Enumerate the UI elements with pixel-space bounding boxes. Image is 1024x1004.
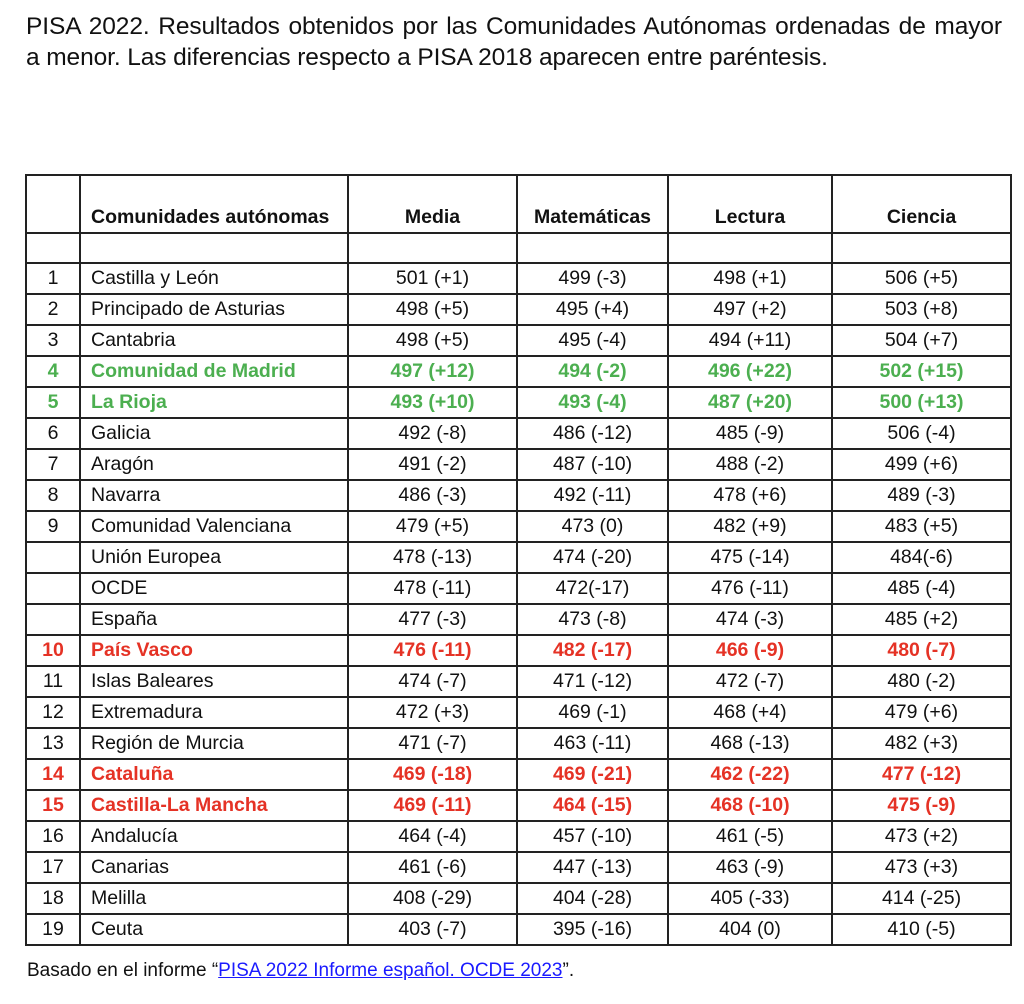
- header-ciencia: Ciencia: [832, 175, 1011, 233]
- table-row: [26, 480, 1011, 511]
- cell-name: Islas Baleares: [80, 666, 348, 697]
- cell-rank: 18: [26, 883, 80, 914]
- cell-matematicas: 469 (-1): [517, 697, 668, 728]
- source-suffix: ”.: [562, 960, 575, 981]
- cell-media: 491 (-2): [348, 449, 517, 480]
- header-rank: [26, 175, 80, 233]
- table-row: [26, 914, 1011, 945]
- cell-lectura: 405 (-33): [668, 883, 832, 914]
- cell-ciencia: 473 (+3): [832, 852, 1011, 883]
- cell-matematicas: 492 (-11): [517, 480, 668, 511]
- cell-lectura: 487 (+20): [668, 387, 832, 418]
- cell-lectura: 462 (-22): [668, 759, 832, 790]
- document-title: PISA 2022. Resultados obtenidos por las Comunidades Autónomas ordenadas de mayor a menor. Las diferencias respecto a PISA 2018 aparecen entre paréntesis.: [26, 13, 1002, 71]
- cell-ciencia: 485 (+2): [832, 604, 1011, 635]
- empty-cell: [668, 233, 832, 263]
- cell-matematicas: 493 (-4): [517, 387, 668, 418]
- cell-media: 498 (+5): [348, 294, 517, 325]
- header-matematicas: Matemáticas: [517, 175, 668, 233]
- cell-media: 403 (-7): [348, 914, 517, 945]
- cell-ciencia: 482 (+3): [832, 728, 1011, 759]
- cell-ciencia: 473 (+2): [832, 821, 1011, 852]
- table-row: [26, 573, 1011, 604]
- cell-ciencia: 479 (+6): [832, 697, 1011, 728]
- cell-matematicas: 487 (-10): [517, 449, 668, 480]
- table-row: [26, 387, 1011, 418]
- cell-ciencia: 414 (-25): [832, 883, 1011, 914]
- cell-media: 492 (-8): [348, 418, 517, 449]
- cell-ciencia: 410 (-5): [832, 914, 1011, 945]
- cell-rank: [26, 604, 80, 635]
- cell-matematicas: 447 (-13): [517, 852, 668, 883]
- cell-media: 493 (+10): [348, 387, 517, 418]
- cell-lectura: 496 (+22): [668, 356, 832, 387]
- cell-ciencia: 484(-6): [832, 542, 1011, 573]
- cell-matematicas: 457 (-10): [517, 821, 668, 852]
- cell-media: 479 (+5): [348, 511, 517, 542]
- cell-ciencia: 480 (-7): [832, 635, 1011, 666]
- cell-media: 498 (+5): [348, 325, 517, 356]
- table-row: [26, 604, 1011, 635]
- cell-matematicas: 404 (-28): [517, 883, 668, 914]
- cell-name: Región de Murcia: [80, 728, 348, 759]
- cell-name: Navarra: [80, 480, 348, 511]
- source-note: [27, 960, 574, 982]
- cell-ciencia: 506 (-4): [832, 418, 1011, 449]
- cell-name: Castilla y León: [80, 263, 348, 294]
- cell-media: 472 (+3): [348, 697, 517, 728]
- cell-rank: 14: [26, 759, 80, 790]
- source-report-link[interactable]: PISA 2022 Informe español. OCDE 2023: [218, 960, 563, 981]
- table-row: [26, 790, 1011, 821]
- table-row: [26, 356, 1011, 387]
- cell-ciencia: 489 (-3): [832, 480, 1011, 511]
- spacer-row: [26, 233, 1011, 263]
- cell-lectura: 468 (-10): [668, 790, 832, 821]
- cell-lectura: 494 (+11): [668, 325, 832, 356]
- cell-matematicas: 495 (-4): [517, 325, 668, 356]
- cell-lectura: 476 (-11): [668, 573, 832, 604]
- cell-rank: 5: [26, 387, 80, 418]
- cell-name: Unión Europea: [80, 542, 348, 573]
- table-row: [26, 697, 1011, 728]
- cell-name: Galicia: [80, 418, 348, 449]
- cell-lectura: 466 (-9): [668, 635, 832, 666]
- cell-ciencia: 502 (+15): [832, 356, 1011, 387]
- empty-cell: [348, 233, 517, 263]
- cell-name: La Rioja: [80, 387, 348, 418]
- cell-lectura: 498 (+1): [668, 263, 832, 294]
- cell-media: 469 (-11): [348, 790, 517, 821]
- cell-matematicas: 464 (-15): [517, 790, 668, 821]
- cell-lectura: 475 (-14): [668, 542, 832, 573]
- cell-lectura: 478 (+6): [668, 480, 832, 511]
- cell-media: 461 (-6): [348, 852, 517, 883]
- table-row: [26, 511, 1011, 542]
- cell-rank: 15: [26, 790, 80, 821]
- cell-rank: [26, 573, 80, 604]
- cell-matematicas: 471 (-12): [517, 666, 668, 697]
- cell-lectura: 472 (-7): [668, 666, 832, 697]
- cell-media: 471 (-7): [348, 728, 517, 759]
- cell-matematicas: 482 (-17): [517, 635, 668, 666]
- cell-rank: 10: [26, 635, 80, 666]
- results-table: [25, 174, 1012, 946]
- cell-matematicas: 495 (+4): [517, 294, 668, 325]
- cell-ciencia: 477 (-12): [832, 759, 1011, 790]
- table-row: [26, 759, 1011, 790]
- cell-rank: 1: [26, 263, 80, 294]
- cell-name: Andalucía: [80, 821, 348, 852]
- cell-rank: [26, 542, 80, 573]
- table-row: [26, 821, 1011, 852]
- cell-matematicas: 472(-17): [517, 573, 668, 604]
- cell-ciencia: 506 (+5): [832, 263, 1011, 294]
- source-prefix: Basado en el informe “: [27, 960, 219, 981]
- table-row: [26, 263, 1011, 294]
- cell-media: 477 (-3): [348, 604, 517, 635]
- table-row: [26, 325, 1011, 356]
- cell-media: 464 (-4): [348, 821, 517, 852]
- table-row: [26, 635, 1011, 666]
- cell-ciencia: 503 (+8): [832, 294, 1011, 325]
- cell-ciencia: 504 (+7): [832, 325, 1011, 356]
- cell-media: 469 (-18): [348, 759, 517, 790]
- table-row: [26, 852, 1011, 883]
- cell-lectura: 482 (+9): [668, 511, 832, 542]
- cell-media: 478 (-11): [348, 573, 517, 604]
- table-row: [26, 418, 1011, 449]
- empty-cell: [832, 233, 1011, 263]
- cell-name: Castilla-La Mancha: [80, 790, 348, 821]
- cell-matematicas: 469 (-21): [517, 759, 668, 790]
- cell-matematicas: 494 (-2): [517, 356, 668, 387]
- cell-lectura: 468 (-13): [668, 728, 832, 759]
- cell-matematicas: 473 (0): [517, 511, 668, 542]
- cell-rank: 6: [26, 418, 80, 449]
- cell-lectura: 461 (-5): [668, 821, 832, 852]
- cell-name: Principado de Asturias: [80, 294, 348, 325]
- table-row: [26, 449, 1011, 480]
- cell-ciencia: 483 (+5): [832, 511, 1011, 542]
- cell-name: Ceuta: [80, 914, 348, 945]
- table-row: [26, 883, 1011, 914]
- cell-matematicas: 463 (-11): [517, 728, 668, 759]
- cell-rank: 12: [26, 697, 80, 728]
- cell-media: 501 (+1): [348, 263, 517, 294]
- cell-name: España: [80, 604, 348, 635]
- cell-rank: 11: [26, 666, 80, 697]
- cell-lectura: 463 (-9): [668, 852, 832, 883]
- cell-name: Cantabria: [80, 325, 348, 356]
- cell-rank: 17: [26, 852, 80, 883]
- cell-rank: 8: [26, 480, 80, 511]
- cell-lectura: 488 (-2): [668, 449, 832, 480]
- cell-ciencia: 475 (-9): [832, 790, 1011, 821]
- table-row: [26, 728, 1011, 759]
- empty-cell: [26, 233, 80, 263]
- cell-rank: 13: [26, 728, 80, 759]
- cell-lectura: 485 (-9): [668, 418, 832, 449]
- empty-cell: [517, 233, 668, 263]
- cell-lectura: 497 (+2): [668, 294, 832, 325]
- cell-name: Melilla: [80, 883, 348, 914]
- cell-name: Comunidad de Madrid: [80, 356, 348, 387]
- cell-lectura: 474 (-3): [668, 604, 832, 635]
- cell-media: 476 (-11): [348, 635, 517, 666]
- cell-matematicas: 473 (-8): [517, 604, 668, 635]
- table-row: [26, 542, 1011, 573]
- cell-rank: 7: [26, 449, 80, 480]
- header-lectura: Lectura: [668, 175, 832, 233]
- cell-name: Aragón: [80, 449, 348, 480]
- cell-matematicas: 395 (-16): [517, 914, 668, 945]
- cell-rank: 4: [26, 356, 80, 387]
- cell-ciencia: 499 (+6): [832, 449, 1011, 480]
- cell-name: Comunidad Valenciana: [80, 511, 348, 542]
- cell-name: OCDE: [80, 573, 348, 604]
- cell-rank: 2: [26, 294, 80, 325]
- cell-lectura: 404 (0): [668, 914, 832, 945]
- cell-name: Cataluña: [80, 759, 348, 790]
- cell-media: 474 (-7): [348, 666, 517, 697]
- header-row: [26, 175, 1011, 233]
- cell-rank: 9: [26, 511, 80, 542]
- empty-cell: [80, 233, 348, 263]
- cell-ciencia: 480 (-2): [832, 666, 1011, 697]
- header-media: Media: [348, 175, 517, 233]
- table-row: [26, 294, 1011, 325]
- cell-rank: 19: [26, 914, 80, 945]
- table-row: [26, 666, 1011, 697]
- cell-matematicas: 474 (-20): [517, 542, 668, 573]
- cell-ciencia: 500 (+13): [832, 387, 1011, 418]
- cell-matematicas: 499 (-3): [517, 263, 668, 294]
- cell-media: 486 (-3): [348, 480, 517, 511]
- cell-name: Canarias: [80, 852, 348, 883]
- cell-media: 478 (-13): [348, 542, 517, 573]
- cell-rank: 3: [26, 325, 80, 356]
- cell-matematicas: 486 (-12): [517, 418, 668, 449]
- cell-name: País Vasco: [80, 635, 348, 666]
- cell-lectura: 468 (+4): [668, 697, 832, 728]
- cell-rank: 16: [26, 821, 80, 852]
- cell-media: 497 (+12): [348, 356, 517, 387]
- cell-name: Extremadura: [80, 697, 348, 728]
- cell-ciencia: 485 (-4): [832, 573, 1011, 604]
- header-name: Comunidades autónomas: [80, 175, 348, 233]
- cell-media: 408 (-29): [348, 883, 517, 914]
